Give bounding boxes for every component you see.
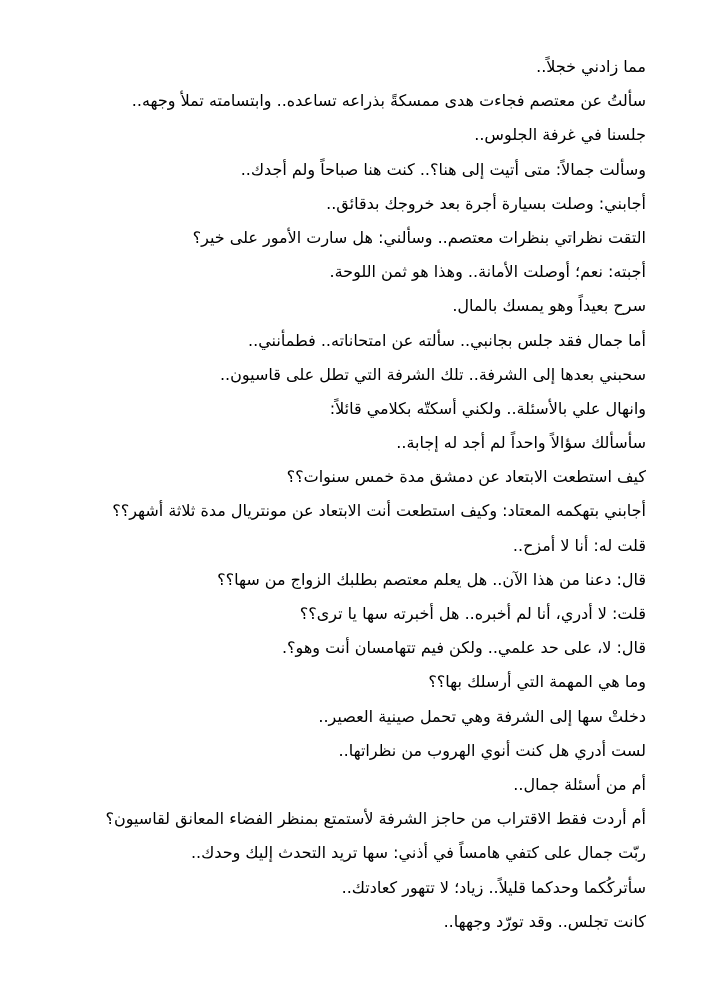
text-line: أجبته: نعم؛ أوصلت الأمانة.. وهذا هو ثمن اللوحة. <box>329 262 646 282</box>
text-line: سألتُ عن معتصم فجاءت هدى ممسكةً بذراعه تساعده.. وابتسامته تملأ وجهه.. <box>131 91 646 111</box>
text-line: وما هي المهمة التي أرسلك بها؟؟ <box>428 672 646 692</box>
paragraph-lines <box>46 50 646 939</box>
text-line: سأتركُكما وحدكما قليلاً.. زياد؛ لا تتهور كعادتك.. <box>341 877 646 897</box>
text-line: دخلتْ سها إلى الشرفة وهي تحمل صينية العصير.. <box>318 706 646 726</box>
text-line: أم أردت فقط الاقتراب من حاجز الشرفة لأستمتع بمنظر الفضاء المعانق لقاسيون؟ <box>105 809 646 829</box>
text-line: قلت له: أنا لا أمزح.. <box>512 535 646 555</box>
text-line: جلسنا في غرفة الجلوس.. <box>474 125 646 145</box>
text-line: أجابني: وصلت بسيارة أجرة بعد خروجك بدقائق.. <box>326 193 646 213</box>
text-line: سرح بعيداً وهو يمسك بالمال. <box>452 296 646 316</box>
text-line: وانهال علي بالأسئلة.. ولكني أسكتّه بكلامي قائلاً: <box>329 398 646 418</box>
text-line: سأسألك سؤالاً واحداً لم أجد له إجابة.. <box>396 433 646 453</box>
text-line: أما جمال فقد جلس بجانبي.. سألته عن امتحاناته.. فطمأنني.. <box>248 330 646 350</box>
text-line: وسألت جمالاً: متى أتيت إلى هنا؟.. كنت هنا صباحاً ولم أجدك.. <box>240 159 646 179</box>
text-line: قال: لا، على حد علمي.. ولكن فيم تتهامسان أنت وهو؟. <box>281 638 646 658</box>
text-line: قلت: لا أدري، أنا لم أخبره.. هل أخبرته سها يا ترى؟؟ <box>299 604 646 623</box>
text-line: مما زادني خجلاً.. <box>536 57 646 76</box>
text-line: التقت نظراتي بنظرات معتصم.. وسألني: هل سارت الأمور على خير؟ <box>192 227 646 247</box>
text-line: لست أدري هل كنت أنوي الهروب من نظراتها.. <box>338 740 646 760</box>
text-line: قال: دعنا من هذا الآن.. هل يعلم معتصم بطلبك الزواج من سها؟؟ <box>217 569 646 589</box>
text-line: كانت تجلس.. وقد تورّد وجهها.. <box>443 911 646 931</box>
text-line: أجابني بتهكمه المعتاد: وكيف استطعت أنت الابتعاد عن مونتريال مدة ثلاثة أشهر؟؟ <box>112 501 646 521</box>
text-line: سحبني بعدها إلى الشرفة.. تلك الشرفة التي تطل على قاسيون.. <box>219 364 646 384</box>
text-line: أم من أسئلة جمال.. <box>513 774 646 794</box>
text-line: كيف استطعت الابتعاد عن دمشق مدة خمس سنوات؟؟ <box>286 467 646 487</box>
text-line: ربّت جمال على كتفي هامساً في أذني: سها تريد التحدث إليك وحدك.. <box>190 843 646 863</box>
